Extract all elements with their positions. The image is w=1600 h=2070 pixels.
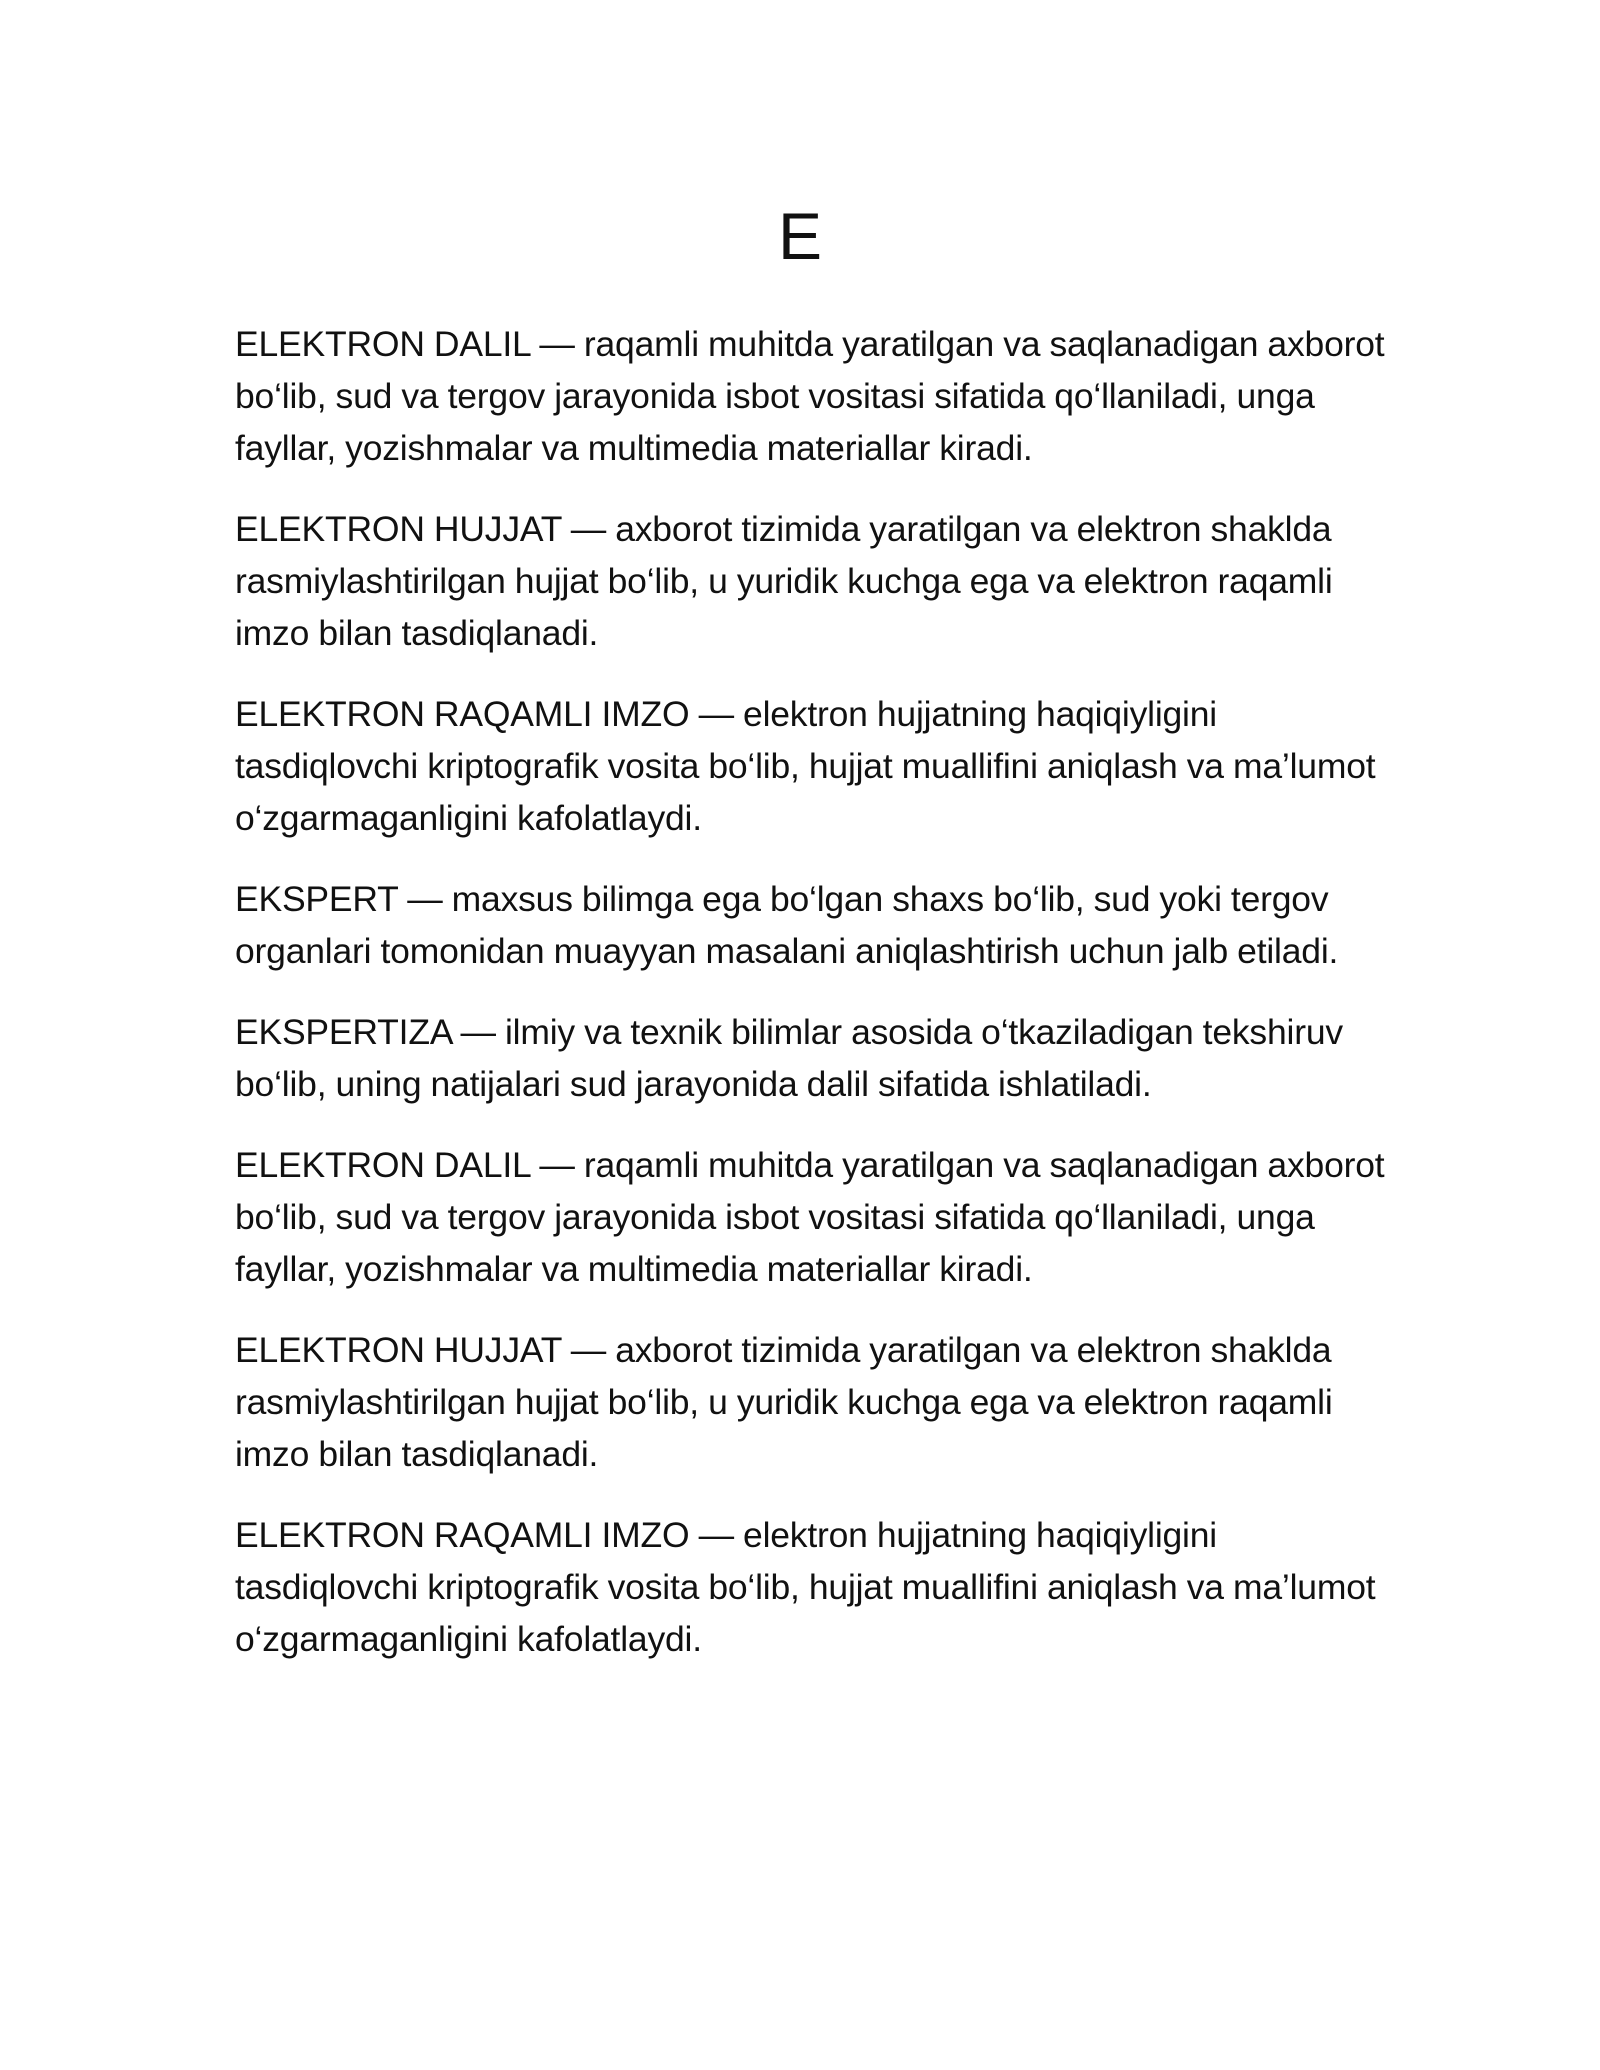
entry-term: ELEKTRON DALIL (235, 324, 531, 364)
entry-term: ELEKTRON HUJJAT (235, 1330, 562, 1370)
entry-term: ELEKTRON RAQAMLI IMZO (235, 694, 690, 734)
entry-definition: — elektron hujjatning haqiqiyligini tasdiqlovchi kriptografik vosita bo‘lib, hujjat muallifini aniqlash va ma’lumot o‘zgarmaganligini kafolatlaydi. (235, 694, 1376, 838)
glossary-entries (235, 318, 1385, 1694)
glossary-entry (235, 318, 1385, 474)
glossary-entry (235, 688, 1385, 844)
entry-term: EKSPERTIZA (235, 1012, 452, 1052)
entry-term: ELEKTRON HUJJAT (235, 509, 562, 549)
entry-definition: — raqamli muhitda yaratilgan va saqlanadigan axborot bo‘lib, sud va tergov jarayonida isbot vositasi sifatida qo‘llaniladi, unga fayllar, yozishmalar va multimedia materiallar kiradi. (235, 324, 1385, 468)
glossary-entry (235, 1139, 1385, 1295)
section-letter-heading: E (777, 199, 823, 273)
glossary-entry (235, 503, 1385, 659)
entry-term: ELEKTRON DALIL (235, 1145, 531, 1185)
entry-definition: — axborot tizimida yaratilgan va elektron shaklda rasmiylashtirilgan hujjat bo‘lib, u yuridik kuchga ega va elektron raqamli imzo bilan tasdiqlanadi. (235, 1330, 1333, 1474)
glossary-entry (235, 873, 1385, 977)
entry-definition: — elektron hujjatning haqiqiyligini tasdiqlovchi kriptografik vosita bo‘lib, hujjat muallifini aniqlash va ma’lumot o‘zgarmaganligini kafolatlaydi. (235, 1515, 1376, 1659)
glossary-entry (235, 1509, 1385, 1665)
entry-term: EKSPERT (235, 879, 399, 919)
entry-definition: — ilmiy va texnik bilimlar asosida o‘tkaziladigan tekshiruv bo‘lib, uning natijalari sud jarayonida dalil sifatida ishlatiladi. (235, 1012, 1343, 1104)
entry-definition: — maxsus bilimga ega bo‘lgan shaxs bo‘lib, sud yoki tergov organlari tomonidan muayyan masalani aniqlashtirish uchun jalb etiladi. (235, 879, 1339, 971)
entry-term: ELEKTRON RAQAMLI IMZO (235, 1515, 690, 1555)
glossary-entry (235, 1324, 1385, 1480)
entry-definition: — raqamli muhitda yaratilgan va saqlanadigan axborot bo‘lib, sud va tergov jarayonida isbot vositasi sifatida qo‘llaniladi, unga fayllar, yozishmalar va multimedia materiallar kiradi. (235, 1145, 1385, 1289)
entry-definition: — axborot tizimida yaratilgan va elektron shaklda rasmiylashtirilgan hujjat bo‘lib, u yuridik kuchga ega va elektron raqamli imzo bilan tasdiqlanadi. (235, 509, 1333, 653)
glossary-entry (235, 1006, 1385, 1110)
